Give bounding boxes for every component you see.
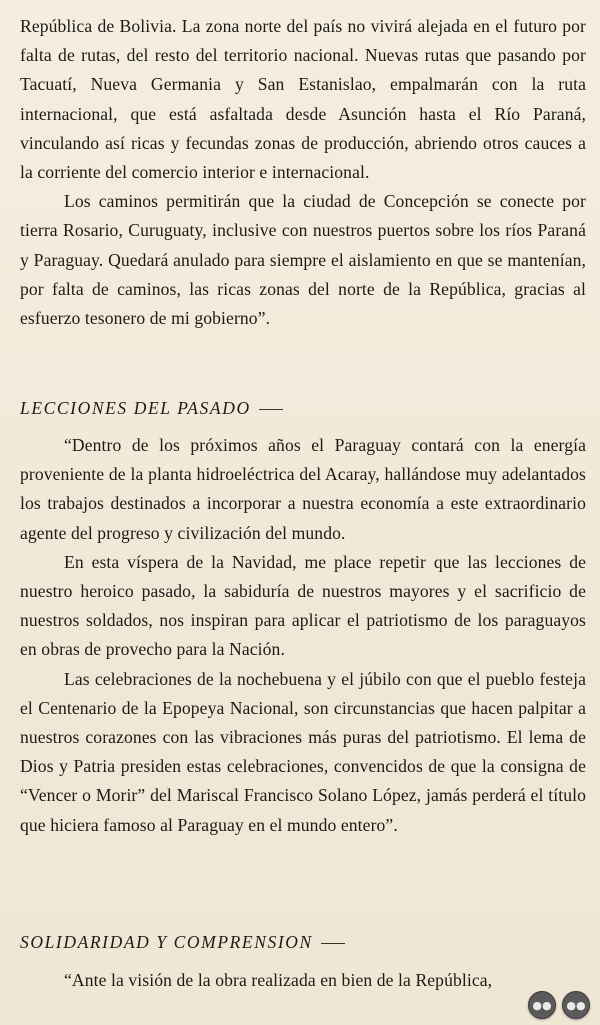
paragraph: “Dentro de los próximos años el Paraguay contará con la energía proveniente de la planta hidroeléctrica del Acaray, hallándose muy adelantados los trabajos destinados a incorporar a nuestra economía a este extraordinario agente del progreso y civilización del mundo. bbox=[20, 435, 586, 543]
paragraph: Los caminos permitirán que la ciudad de Concepción se conecte por tierra Rosario, Curuguaty, inclusive con nuestros puertos sobre los ríos Paraná y Paraguay. Quedará anulado para siempre el aislamiento en que se mantenían, por falta de caminos, las ricas zonas del norte de la República, gracias al esfuerzo tesonero de mi gobierno”. bbox=[20, 191, 586, 329]
prev-page-button[interactable] bbox=[528, 991, 556, 1019]
section-2-body bbox=[20, 431, 586, 840]
section-1-body bbox=[20, 12, 586, 333]
section-heading bbox=[20, 398, 283, 419]
heading-text: LECCIONES DEL PASADO bbox=[20, 398, 251, 418]
paragraph: “Ante la visión de la obra realizada en bien de la República, bbox=[64, 970, 493, 990]
paragraph: República de Bolivia. La zona norte del país no vivirá alejada en el futuro por falta de rutas, del resto del territorio nacional. Nuevas rutas que pasando por Tacuatí, Nueva Germania y San Estanislao, empalmarán con la ruta internacional, que está asfaltada desde Asunción hasta el Río Paraná, vinculando así ricas y fecundas zonas de producción, abriendo otros cauces a la corriente del comercio interior e internacional. bbox=[20, 16, 586, 183]
page-nav-controls bbox=[528, 991, 590, 1019]
heading-rule bbox=[259, 409, 283, 410]
section-3-body bbox=[20, 966, 586, 995]
heading-text: SOLIDARIDAD Y COMPRENSION bbox=[20, 932, 313, 952]
heading-rule bbox=[321, 943, 345, 944]
paragraph: En esta víspera de la Navidad, me place repetir que las lecciones de nuestro heroico pasado, la sabiduría de nuestros mayores y el sacrificio de nuestros soldados, nos inspiran para aplicar el patriotismo de los paraguayos en obras de provecho para la Nación. bbox=[20, 551, 586, 660]
section-heading bbox=[20, 932, 345, 953]
circle-button-icon: ●● bbox=[566, 998, 586, 1012]
paragraph: Las celebraciones de la nochebuena y el júbilo con que el pueblo festeja el Centenario de la Epopeya Nacional, son circunstancias que hacen palpitar a nuestros corazones con las vibraciones más puras del patriotismo. El lema de Dios y Patria presiden estas celebraciones, convencidos de que la consigna de “Vencer o Morir” del Mariscal Francisco Solano López, jamás perderá el título que hiciera famoso al Paraguay en el mundo entero”. bbox=[20, 668, 586, 835]
next-page-button[interactable] bbox=[562, 991, 590, 1019]
circle-button-icon: ●● bbox=[532, 998, 552, 1012]
